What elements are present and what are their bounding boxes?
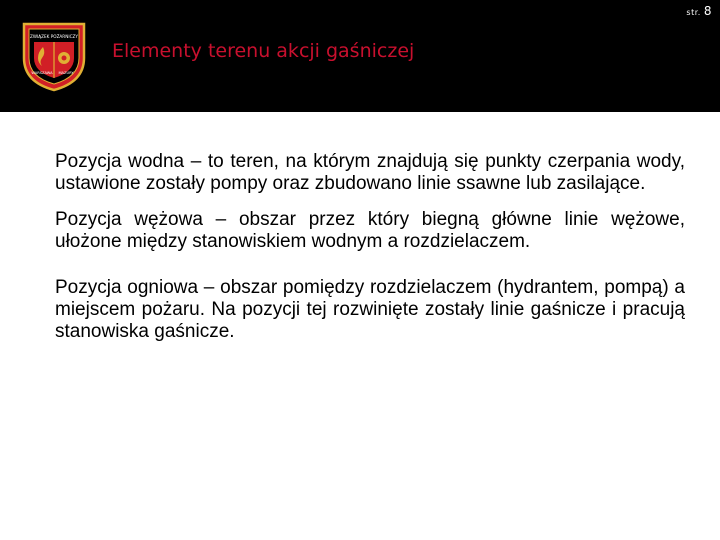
slide-title: Elementy terenu akcji gaśniczej bbox=[112, 40, 415, 62]
term-hose-position: Pozycja wężowa bbox=[55, 209, 203, 230]
term-water-position: Pozycja wodna bbox=[55, 151, 185, 172]
definition-fire-position: – obszar pomiędzy rozdzielaczem (hydrantem, pompą) a miejscem pożaru. Na pozycji tej rozwinięte zostały linie gaśnicze i pracują stanowiska gaśnicze. bbox=[55, 277, 685, 342]
header-bar bbox=[0, 0, 720, 112]
term-fire-position: Pozycja ogniowa bbox=[55, 277, 199, 298]
definition-water-position: – to teren, na którym znajdują się punkty czerpania wody, ustawione zostały pompy oraz zbudowano linie ssawne lub zasilające. bbox=[55, 151, 685, 194]
page-number bbox=[686, 4, 712, 18]
paragraph-water-position bbox=[55, 151, 685, 195]
logo-right-text: MAZURY bbox=[58, 71, 74, 75]
logo-top-text: ZWIĄZEK POŻARNICZY bbox=[30, 34, 78, 39]
logo-left-text: WARSZAWA bbox=[31, 71, 53, 75]
fire-brigade-shield-icon bbox=[20, 20, 88, 92]
page-number-value: 8 bbox=[703, 4, 712, 18]
paragraph-fire-position bbox=[55, 277, 685, 343]
slide-content bbox=[55, 151, 685, 357]
paragraph-hose-position bbox=[55, 209, 685, 253]
definition-hose-position: – obszar przez który biegną główne linie wężowe, ułożone między stanowiskiem wodnym a rozdzielaczem. bbox=[55, 209, 685, 252]
page-number-prefix: str. bbox=[686, 8, 701, 17]
